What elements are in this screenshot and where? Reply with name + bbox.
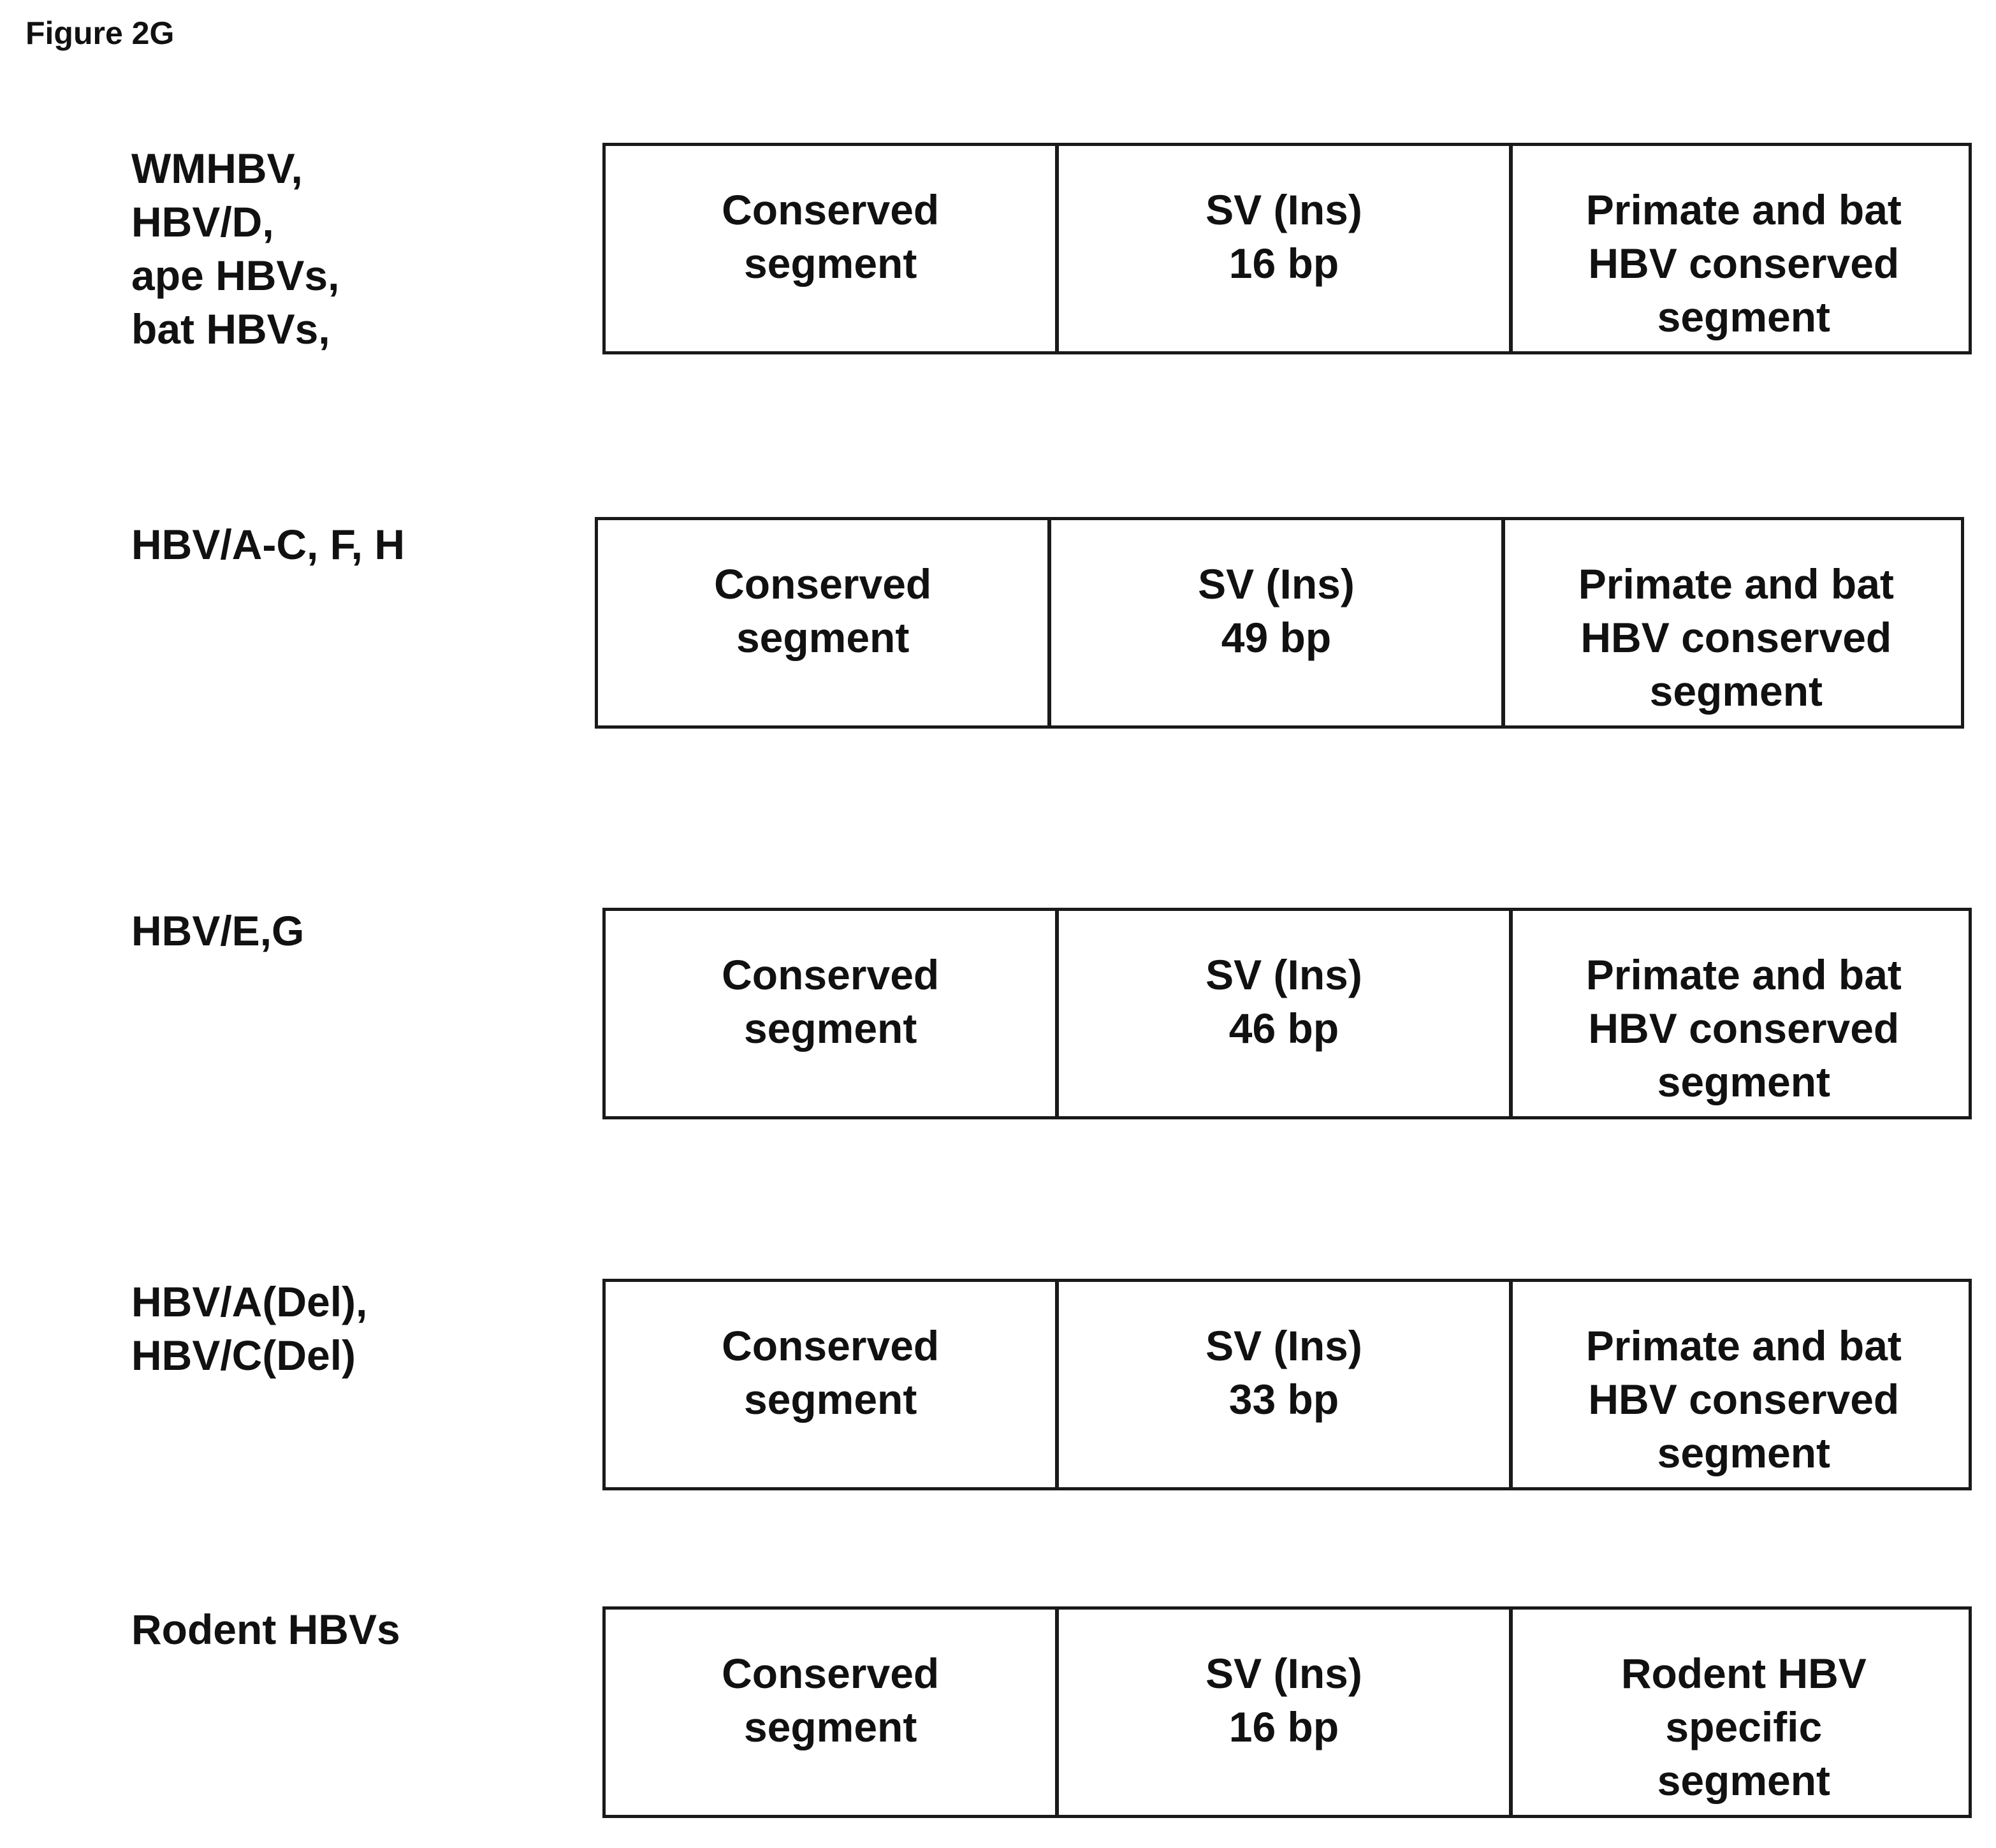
- primate-bat-conserved-segment: [1509, 146, 1969, 351]
- conserved-segment: [606, 1282, 1055, 1487]
- segment-text: segment: [743, 1376, 917, 1423]
- row-label-wmhbv: [131, 142, 578, 356]
- sv-insertion-segment: [1055, 146, 1508, 351]
- row-label-line: HBV/D,: [131, 198, 274, 245]
- sv-insertion-segment: [1055, 1610, 1508, 1815]
- segment-row-wmhbv: [602, 143, 1972, 354]
- row-label-line: HBV/C(Del): [131, 1332, 356, 1379]
- segment-text: segment: [743, 1005, 917, 1052]
- segment-text: Conserved: [722, 186, 940, 233]
- segment-text: Conserved: [722, 1650, 940, 1697]
- segment-row-hbv-del: [602, 1279, 1972, 1490]
- row-label-line: HBV/A(Del),: [131, 1278, 368, 1325]
- conserved-segment: [606, 1610, 1055, 1815]
- segment-text: Rodent HBV: [1621, 1650, 1867, 1697]
- row-label-hbv-e-g: [131, 904, 578, 957]
- segment-text: segment: [1657, 1058, 1831, 1105]
- primate-bat-conserved-segment: [1509, 911, 1969, 1116]
- row-label-line: ape HBVs,: [131, 252, 340, 299]
- segment-text: HBV conserved: [1588, 1005, 1900, 1052]
- segment-text: HBV conserved: [1580, 614, 1892, 661]
- row-label-hbv-a-c-f-h: [131, 518, 578, 571]
- row-label-hbv-del: [131, 1275, 578, 1382]
- conserved-segment: [606, 146, 1055, 351]
- sv-insertion-segment: [1055, 1282, 1508, 1487]
- segment-text: 46 bp: [1228, 1005, 1339, 1052]
- segment-text: HBV conserved: [1588, 240, 1900, 287]
- segment-text: segment: [736, 614, 910, 661]
- segment-text: SV (Ins): [1206, 1322, 1362, 1369]
- segment-text: Conserved: [722, 1322, 940, 1369]
- segment-text: specific: [1665, 1703, 1823, 1750]
- segment-text: segment: [1657, 293, 1831, 340]
- row-label-line: WMHBV,: [131, 145, 303, 192]
- segment-text: segment: [1657, 1429, 1831, 1476]
- conserved-segment: [606, 911, 1055, 1116]
- segment-text: Primate and bat: [1585, 1322, 1902, 1369]
- row-label-line: Rodent HBVs: [131, 1606, 400, 1653]
- segment-text: 16 bp: [1228, 240, 1339, 287]
- segment-text: segment: [743, 240, 917, 287]
- segment-text: SV (Ins): [1206, 951, 1362, 998]
- segment-text: segment: [1649, 667, 1823, 715]
- segment-text: SV (Ins): [1206, 186, 1362, 233]
- segment-row-hbv-a-c-f-h: [595, 517, 1964, 729]
- segment-text: Primate and bat: [1578, 560, 1894, 608]
- segment-row-hbv-e-g: [602, 908, 1972, 1119]
- segment-row-rodent-hbvs: [602, 1606, 1972, 1818]
- row-label-rodent-hbvs: [131, 1603, 578, 1656]
- segment-text: SV (Ins): [1198, 560, 1355, 608]
- segment-text: SV (Ins): [1206, 1650, 1362, 1697]
- primate-bat-conserved-segment: [1509, 1282, 1969, 1487]
- conserved-segment: [598, 520, 1047, 725]
- segment-text: Primate and bat: [1585, 186, 1902, 233]
- row-label-line: HBV/E,G: [131, 907, 305, 954]
- segment-text: Primate and bat: [1585, 951, 1902, 998]
- segment-text: Conserved: [714, 560, 932, 608]
- rodent-specific-segment: [1509, 1610, 1969, 1815]
- primate-bat-conserved-segment: [1501, 520, 1961, 725]
- segment-text: 16 bp: [1228, 1703, 1339, 1750]
- sv-insertion-segment: [1047, 520, 1501, 725]
- segment-text: 49 bp: [1221, 614, 1332, 661]
- row-label-line: HBV/A-C, F, H: [131, 521, 405, 568]
- segment-text: Conserved: [722, 951, 940, 998]
- figure-title: Figure 2G: [25, 15, 175, 51]
- sv-insertion-segment: [1055, 911, 1508, 1116]
- segment-text: segment: [743, 1703, 917, 1750]
- segment-text: HBV conserved: [1588, 1376, 1900, 1423]
- segment-text: segment: [1657, 1757, 1831, 1804]
- row-label-line: bat HBVs,: [131, 305, 330, 353]
- segment-text: 33 bp: [1228, 1376, 1339, 1423]
